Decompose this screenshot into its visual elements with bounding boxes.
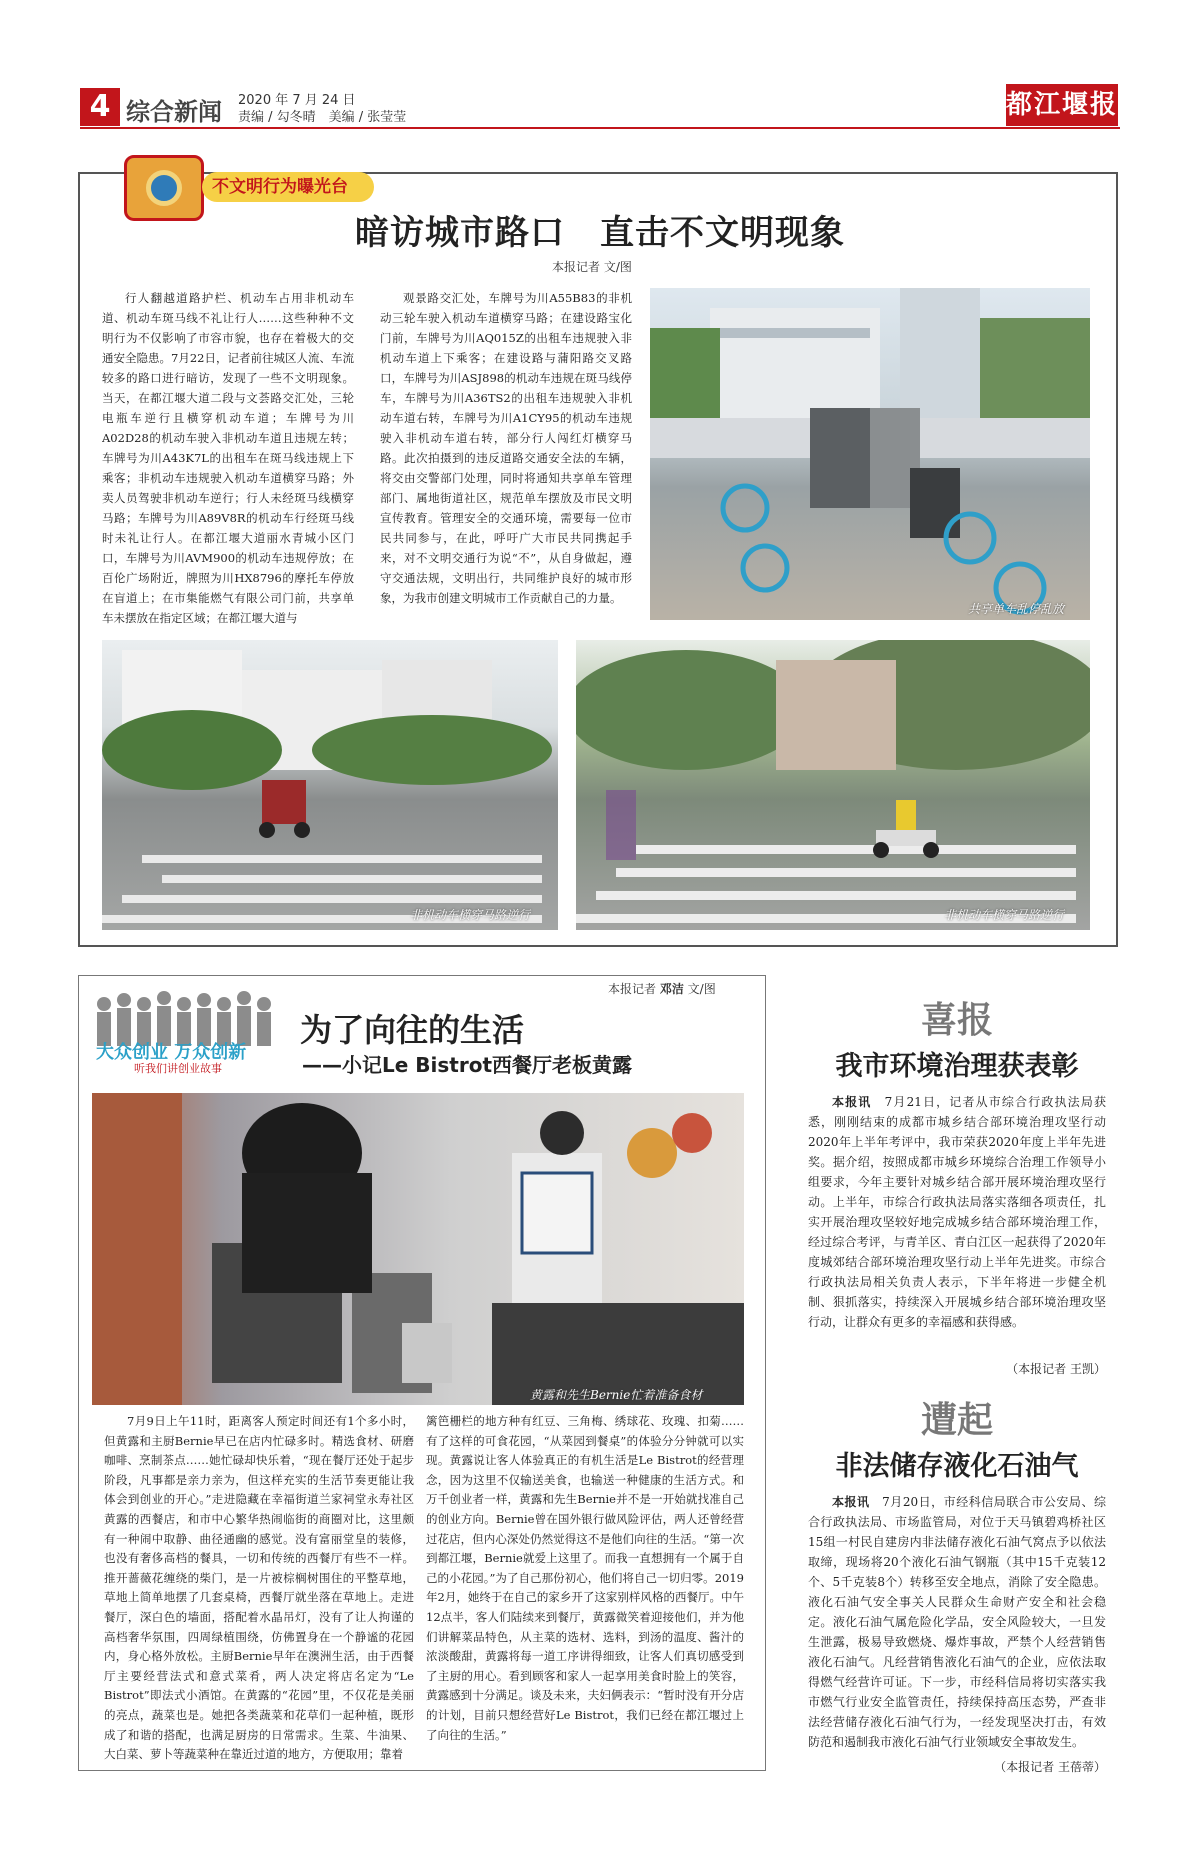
newspaper-logo: 都江堰报 xyxy=(1006,84,1118,126)
article2-byline xyxy=(608,980,716,997)
issue-info xyxy=(238,92,406,126)
article1-byline: 本报记者 文/图 xyxy=(552,260,632,274)
article2-byline-suffix: 文/图 xyxy=(683,982,716,996)
photo-tricycle-scene xyxy=(102,640,558,930)
issue-date: 2020 年 7 月 24 日 xyxy=(238,93,356,108)
article1-col2: 观景路交汇处，车牌号为川A55B83的非机动三轮车驶入机动车道横穿马路；在建设路宝化门前，车牌号为川AQ015Z的出租车违规驶入非机动车道上下乘客；在建设路与蒲阳路交叉路口，车牌号为川ASJ898的机动车违规在斑马线停车，车牌号为川A36TS2的出租车违规驶入非机动车道右转，车牌号为川A1CY95的机动车违规驶入非机动车道右转，部分行人闯红灯横穿马路。此次拍摄到的违反道路交通安全法的车辆，将交由交警部门处理，同时将通知共享单车管理部门、属地街道社区，规范单车摆放及市民文明宣传教育。管理安全的交通环境，需要每一位市民共同参与，在此，呼吁广大市民共同携起手来，对不文明交通行为说“不”，从自身做起，遵守交通法规，文明出行，共同维护良好的城市形象，为我市创建文明城市工作贡献自己的力量。 xyxy=(380,291,632,605)
side2-paragraph xyxy=(808,1492,1106,1752)
side2-signature: （本报记者 王蓓蒂） xyxy=(994,1760,1106,1774)
article2-subtitle: ——小记Le Bistrot西餐厅老板黄露 xyxy=(302,1053,632,1077)
caption-shared-bikes: 共享单车乱停乱放 xyxy=(968,602,1065,616)
photo-tricycle xyxy=(102,640,558,930)
article2-byline-name: 邓洁 xyxy=(659,982,684,996)
photo-shared-bikes xyxy=(650,288,1090,620)
side1-kicker: 喜报 xyxy=(920,999,993,1041)
camera-lens-icon xyxy=(146,170,182,206)
photo-restaurant-kitchen xyxy=(92,1093,744,1405)
column-logo-title: 大众创业 万众创新 xyxy=(96,1042,247,1063)
header-rule xyxy=(80,127,1120,129)
side1-text: 7月21日，记者从市综合行政执法局获悉，刚刚结束的成都市城乡结合部环境治理攻坚行动2020年上半年考评中，我市荣获2020年度上半年先进奖。据介绍，按照成都市城乡环境综合治理工作领导小组要求，今年主要针对城乡结合部开展环境治理攻坚行动。上半年，市综合行政执法局落实落细各项责任，扎实开展治理攻坚较好地完成城乡结合部环境治理工作，经过综合考评，与青羊区、青白江区一起获得了2020年度城郊结合部环境治理攻坚行动上半年先进奖。市综合行政执法局相关负责人表示，下半年将进一步健全机制、狠抓落实，持续深入开展城乡结合部环境治理攻坚行动，让群众有更多的幸福感和获得感。 xyxy=(808,1095,1106,1329)
side1-lead: 本报讯 xyxy=(832,1095,872,1109)
side1-signature: （本报记者 王凯） xyxy=(1006,1362,1106,1376)
article1-title: 暗访城市路口 直击不文明现象 xyxy=(355,213,845,253)
photo-scooter xyxy=(576,640,1090,930)
caption-scooter: 非机动车横穿马路逆行 xyxy=(944,908,1065,922)
side2-title: 非法储存液化石油气 xyxy=(835,1451,1079,1482)
editors: 责编 / 勾冬晴 美编 / 张莹莹 xyxy=(238,110,407,125)
photo-restaurant-scene xyxy=(92,1093,744,1405)
page-number: 4 xyxy=(80,88,120,126)
article2-col2: 篱笆栅栏的地方种有红豆、三角梅、绣球花、玫瑰、扣菊……有了这样的可食花园，“从菜园到餐桌”的体验分分钟就可以实现。黄露说让客人体验真正的有机生活是Le Bistrot的经营理念，因为这里不仅输送美食，也输送一种健康的生活方式。和万千创业者一样，黄露和先生Bernie并不是一开始就找准自己的创业方向。Bernie曾在国外银行做风险评估，两人还曾经营过花店，但内心深处仍然觉得这不是他们向往的生活。“第一次到都江堰，Bernie就爱上这里了。而我一直想拥有一个属于自己的小花园。”为了自己那份初心，他们将自己一切归零。2019年2月，她终于在自己的家乡开了这家别样风格的西餐厅。中午12点半，客人们陆续来到餐厅，黄露微笑着迎接他们，并为他们讲解菜品特色，从主菜的选材、选料，到汤的温度、酱汁的浓淡酸甜，黄露将每一道工序讲得细致，让客人们真切感受到了主厨的用心。看到顾客和家人一起享用美食时脸上的笑容，黄露感到十分满足。谈及未来，夫妇俩表示：“暂时没有开分店的计划，目前只想经营好Le Bistrot，我们已经在都江堰过上了向往的生活。” xyxy=(426,1414,744,1742)
side2-kicker: 遭起 xyxy=(920,1399,993,1441)
column-tag: 不文明行为曝光台 xyxy=(202,172,374,202)
article2-title: 为了向往的生活 xyxy=(300,1011,525,1049)
side1-paragraph xyxy=(808,1092,1106,1332)
section-title: 综合新闻 xyxy=(126,98,222,126)
side1-title: 我市环境治理获表彰 xyxy=(835,1051,1079,1082)
side2-lead: 本报讯 xyxy=(832,1495,870,1509)
article1-col1: 行人翻越道路护栏、机动车占用非机动车道、机动车斑马线不礼让行人……这些种种不文明行为不仅影响了市容市貌，也存在着极大的交通安全隐患。7月22日，记者前往城区人流、车流较多的路口进行暗访，发现了一些不文明现象。当天，在都江堰大道二段与文荟路交汇处，三轮电瓶车逆行且横穿机动车道；车牌号为川A02D28的机动车驶入非机动车道且违规左转；车牌号为川A43K7L的出租车在斑马线违规上下乘客；非机动车违规驶入机动车道横穿马路；外卖人员驾驶非机动车逆行；行人未经斑马线横穿马路；车牌号为川A89V8R的机动车行经斑马线时未礼让行人。在都江堰大道丽水青城小区门口，车牌号为川AVM900的机动车违规停放；在百伦广场附近，牌照为川HX8796的摩托车停放在盲道上；在市集能燃气有限公司门前，共享单车未摆放在指定区域；在都江堰大道与 xyxy=(102,291,354,625)
photo-shared-bikes-scene xyxy=(650,288,1090,620)
side2-text: 7月20日，市经科信局联合市公安局、综合行政执法局、市场监管局，对位于天马镇碧鸡桥社区15组一村民自建房内非法储存液化石油气窝点予以依法取缔，现场将20个液化石油气钢瓶（其中15千克装12个、5千克装8个）转移至安全地点，消除了安全隐患。液化石油气安全事关人民群众生命财产安全和社会稳定。液化石油气属危险化学品，安全风险较大，一旦发生泄露，极易导致燃烧、爆炸事故，严禁个人经营销售液化石油气。凡经营销售液化石油气的企业，应依法取得燃气经营许可证。下一步，市经科信局将切实落实我市燃气行业安全监管责任，持续保持高压态势，严查非法经营储存液化石油气行为，一经发现坚决打击，有效防范和遏制我市液化石油气行业领域安全事故发生。 xyxy=(808,1495,1106,1749)
caption-tricycle: 非机动车横穿马路逆行 xyxy=(410,908,531,922)
side2-body xyxy=(808,1492,1106,1756)
article2-col1: 7月9日上午11时，距离客人预定时间还有1个多小时，但黄露和主厨Bernie早已在店内忙碌多时。精选食材、研磨咖啡、烹制茶点……她忙碌却快乐着，“现在餐厅还处于起步阶段，凡事都是亲力亲为，但这样充实的生活节奏更能让我体会到创业的开心。”走进隐藏在幸福街道兰家祠堂永寿社区黄露的西餐店，和市中心繁华热闹临街的商圈对比，这里颇有一种闹中取静、曲径通幽的感觉。没有富丽堂皇的装修，也没有奢侈高档的餐具，一切和传统的西餐厅有些不一样。推开蔷薇花缠绕的柴门，是一片被棕榈树围住的平整草地，草地上简单地摆了几套桌椅，西餐厅就坐落在草地上。走进餐厅，深白色的墙面，搭配着水晶吊灯，没有了让人拘谨的高档奢华氛围，四周绿植围绕，仿佛置身在一个静谧的花园内，身心格外放松。主厨Bernie早年在澳洲生活，由于西餐厅主要经营法式和意式菜肴，两人决定将店名定为“Le Bistrot”即法式小酒馆。在黄露的“花园”里，不仅花是美丽的亮点，蔬菜也是。她把各类蔬菜和花草们一起种植，既形成了和谐的搭配，也满足厨房的日常需求。生菜、牛油果、大白菜、萝卜等蔬菜种在靠近过道的地方，方便取用；靠着 xyxy=(104,1414,414,1762)
photo-scooter-scene xyxy=(576,640,1090,930)
column-logo-subtitle: 听我们讲创业故事 xyxy=(134,1062,222,1075)
article2-byline-prefix: 本报记者 xyxy=(608,982,660,996)
caption-restaurant: 黄露和先生Bernie忙着准备食材 xyxy=(530,1388,703,1402)
side1-body xyxy=(808,1092,1106,1354)
